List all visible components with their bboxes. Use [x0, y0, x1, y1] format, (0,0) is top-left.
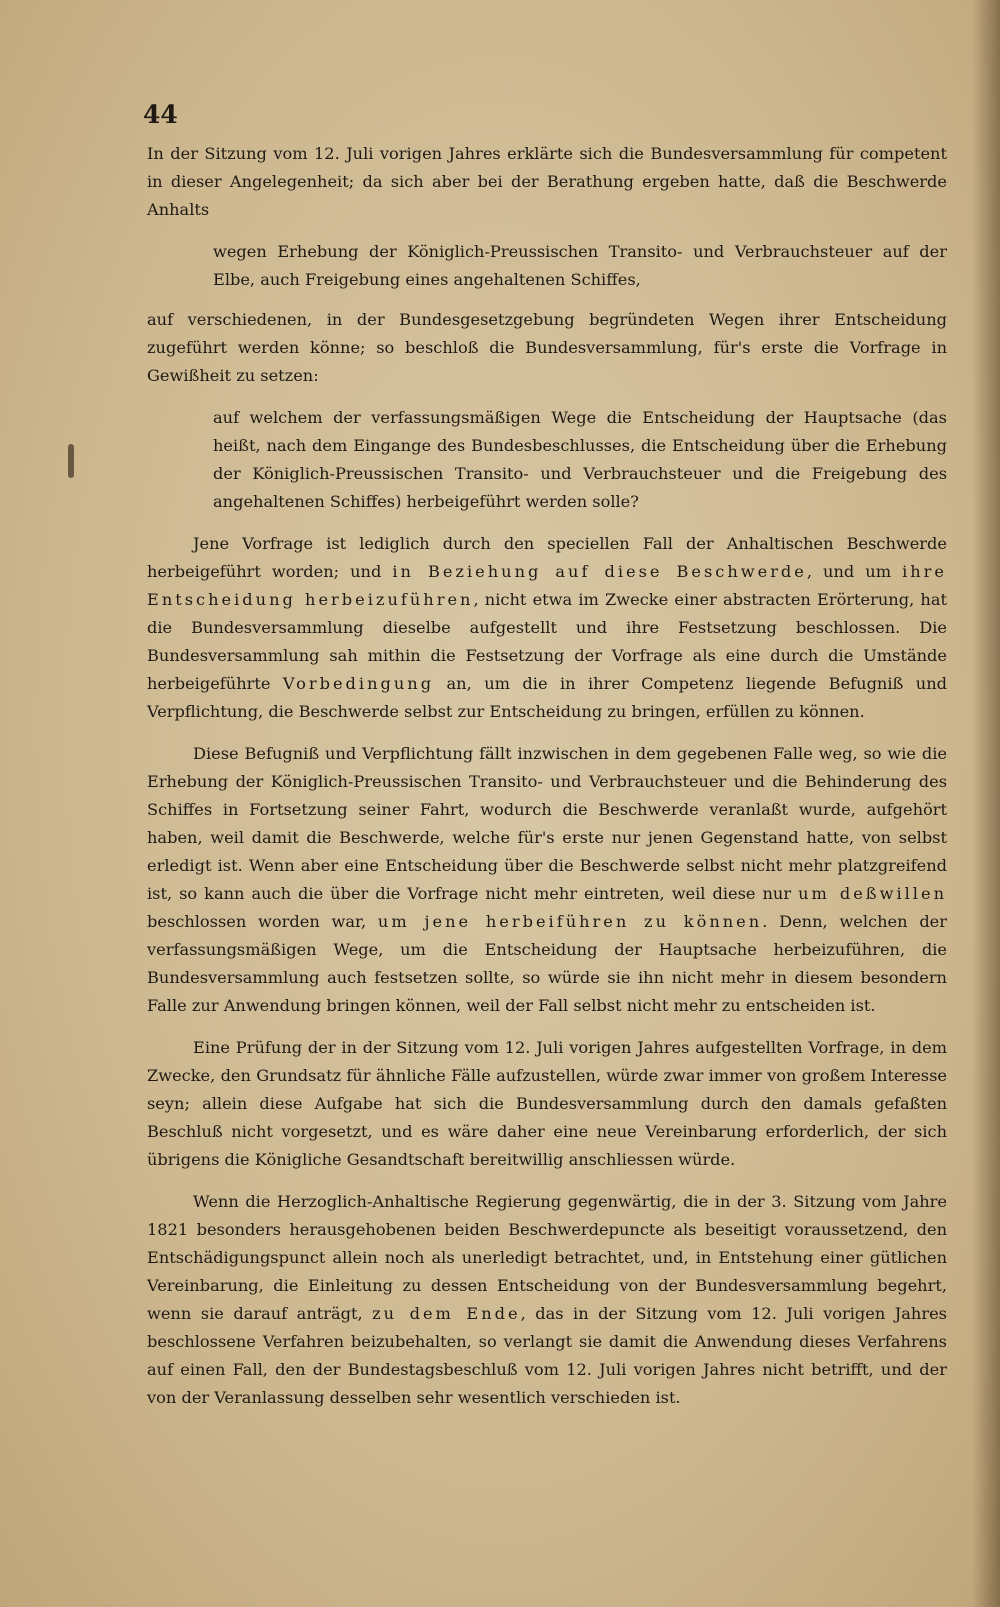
paragraph-4-text-c: beschlossen worden war, [147, 912, 378, 931]
paragraph-3-text-a: Jene Vorfrage ist lediglich durch den speciellen Fall der Anhaltischen Beschwerde herbeigeführt worden; und [147, 534, 947, 581]
body-text [147, 140, 947, 1426]
paragraph-4-text-e: . Denn, welchen der verfassungsmäßigen Wege, um die Entscheidung der Hauptsache herbeizuführen, die Bundesversammlung auch festsetzen sollte, so würde sie ihn nicht mehr in diesem besondern Falle zur Anwendung bringen können, weil der Fall selbst nicht mehr zu entscheiden ist. [147, 912, 947, 1015]
paragraph-3-spaced-a: in Beziehung auf diese Beschwerde [392, 562, 807, 581]
paragraph-6-spaced-a: zu dem Ende [372, 1304, 521, 1323]
paragraph-4-text-a: Diese Befugniß und Verpflichtung fällt inzwischen in dem gegebenen Falle weg, so wie die Erhebung der Königlich-Preussischen Transito- und Verbrauchsteuer und die Behinderung des Schiffes in Fortsetzung seiner Fahrt, wodurch die Beschwerde veranlaßt wurde, aufgehört haben, weil damit die Beschwerde, welche für's erste nur jenen Gegenstand hatte, von selbst erledigt ist. Wenn aber eine Entscheidung über die Beschwerde selbst nicht mehr platzgreifend ist, so kann auch die über die Vorfrage nicht mehr eintreten, weil diese nur [147, 744, 947, 903]
margin-ink-mark [68, 444, 74, 478]
paragraph-2: auf verschiedenen, in der Bundesgesetzgebung begründeten Wegen ihrer Entscheidung zugeführt werden könne; so beschloß die Bundesversammlung, für's erste die Vorfrage in Gewißheit zu setzen: [147, 310, 947, 385]
paragraph-3-text-g: an, um die in ihrer Competenz liegende Befugniß und Verpflichtung, die Beschwerde selbst zur Entscheidung zu bringen, erfüllen zu können. [147, 674, 947, 721]
paragraph-3-text-c: , und um [806, 562, 903, 581]
paragraph-1: In der Sitzung vom 12. Juli vorigen Jahres erklärte sich die Bundesversammlung für competent in dieser Angelegenheit; da sich aber bei der Berathung ergeben hatte, daß die Beschwerde Anhalts [147, 144, 947, 219]
paragraph-4-spaced-a: um deßwillen [798, 884, 947, 903]
page-number: 44 [143, 100, 178, 129]
paragraph-3-spaced-b: ihre Entscheidung herbeizuführen [147, 562, 947, 609]
paragraph-5: Eine Prüfung der in der Sitzung vom 12. Juli vorigen Jahres aufgestellten Vorfrage, in dem Zwecke, den Grundsatz für ähnliche Fälle aufzustellen, würde zwar immer von großem Interesse seyn; allein diese Aufgabe hat sich die Bundesversammlung durch den damals gefaßten Beschluß nicht vorgesetzt, und es wäre daher eine neue Vereinbarung erforderlich, der sich übrigens die Königliche Gesandtschaft bereitwillig anschliessen würde. [147, 1038, 947, 1169]
paragraph-6-text-c: , das in der Sitzung vom 12. Juli vorigen Jahres beschlossene Verfahren beizubehalten, so verlangt sie damit die Anwendung dieses Verfahrens auf einen Fall, den der Bundestagsbeschluß vom 12. Juli vorigen Jahres nicht betrifft, und der von der Veranlassung desselben sehr wesentlich verschieden ist. [147, 1304, 947, 1407]
quoted-subject-1: wegen Erhebung der Königlich-Preussischen Transito- und Verbrauchsteuer auf der Elbe, auch Freigebung eines angehaltenen Schiffes, [213, 242, 947, 289]
paragraph-3-text-e: , nicht etwa im Zwecke einer abstracten Erörterung, hat die Bundesversammlung dieselbe aufgestellt und ihre Festsetzung beschlossen. Die Bundesversammlung sah mithin die Festsetzung der Vorfrage als eine durch die Umstände herbeigeführte [147, 590, 947, 693]
page-edge-shadow [972, 0, 1000, 1607]
paragraph-3-spaced-c: Vorbedingung [282, 674, 435, 693]
paragraph-6 [147, 1188, 947, 1412]
paragraph-6-text-a: Wenn die Herzoglich-Anhaltische Regierung gegenwärtig, die in der 3. Sitzung vom Jahre 1821 besonders herausgehobenen beiden Beschwerdepuncte als beseitigt voraussetzend, den Entschädigungspunct allein noch als unerledigt betrachtet, und, in Entstehung einer gütlichen Vereinbarung, die Einleitung zu dessen Entscheidung von der Bundesversammlung begehrt, wenn sie darauf anträgt, [147, 1192, 947, 1323]
paragraph-4-spaced-b: um jene herbeiführen zu können [377, 912, 763, 931]
paragraph-3 [147, 530, 947, 726]
paragraph-4 [147, 740, 947, 1020]
quoted-question: auf welchem der verfassungsmäßigen Wege die Entscheidung der Hauptsache (das heißt, nach dem Eingange des Bundesbeschlusses, die Entscheidung über die Erhebung der Königlich-Preussischen Transito- und Verbrauchsteuer und die Freigebung des angehaltenen Schiffes) herbeigeführt werden solle? [213, 408, 947, 511]
